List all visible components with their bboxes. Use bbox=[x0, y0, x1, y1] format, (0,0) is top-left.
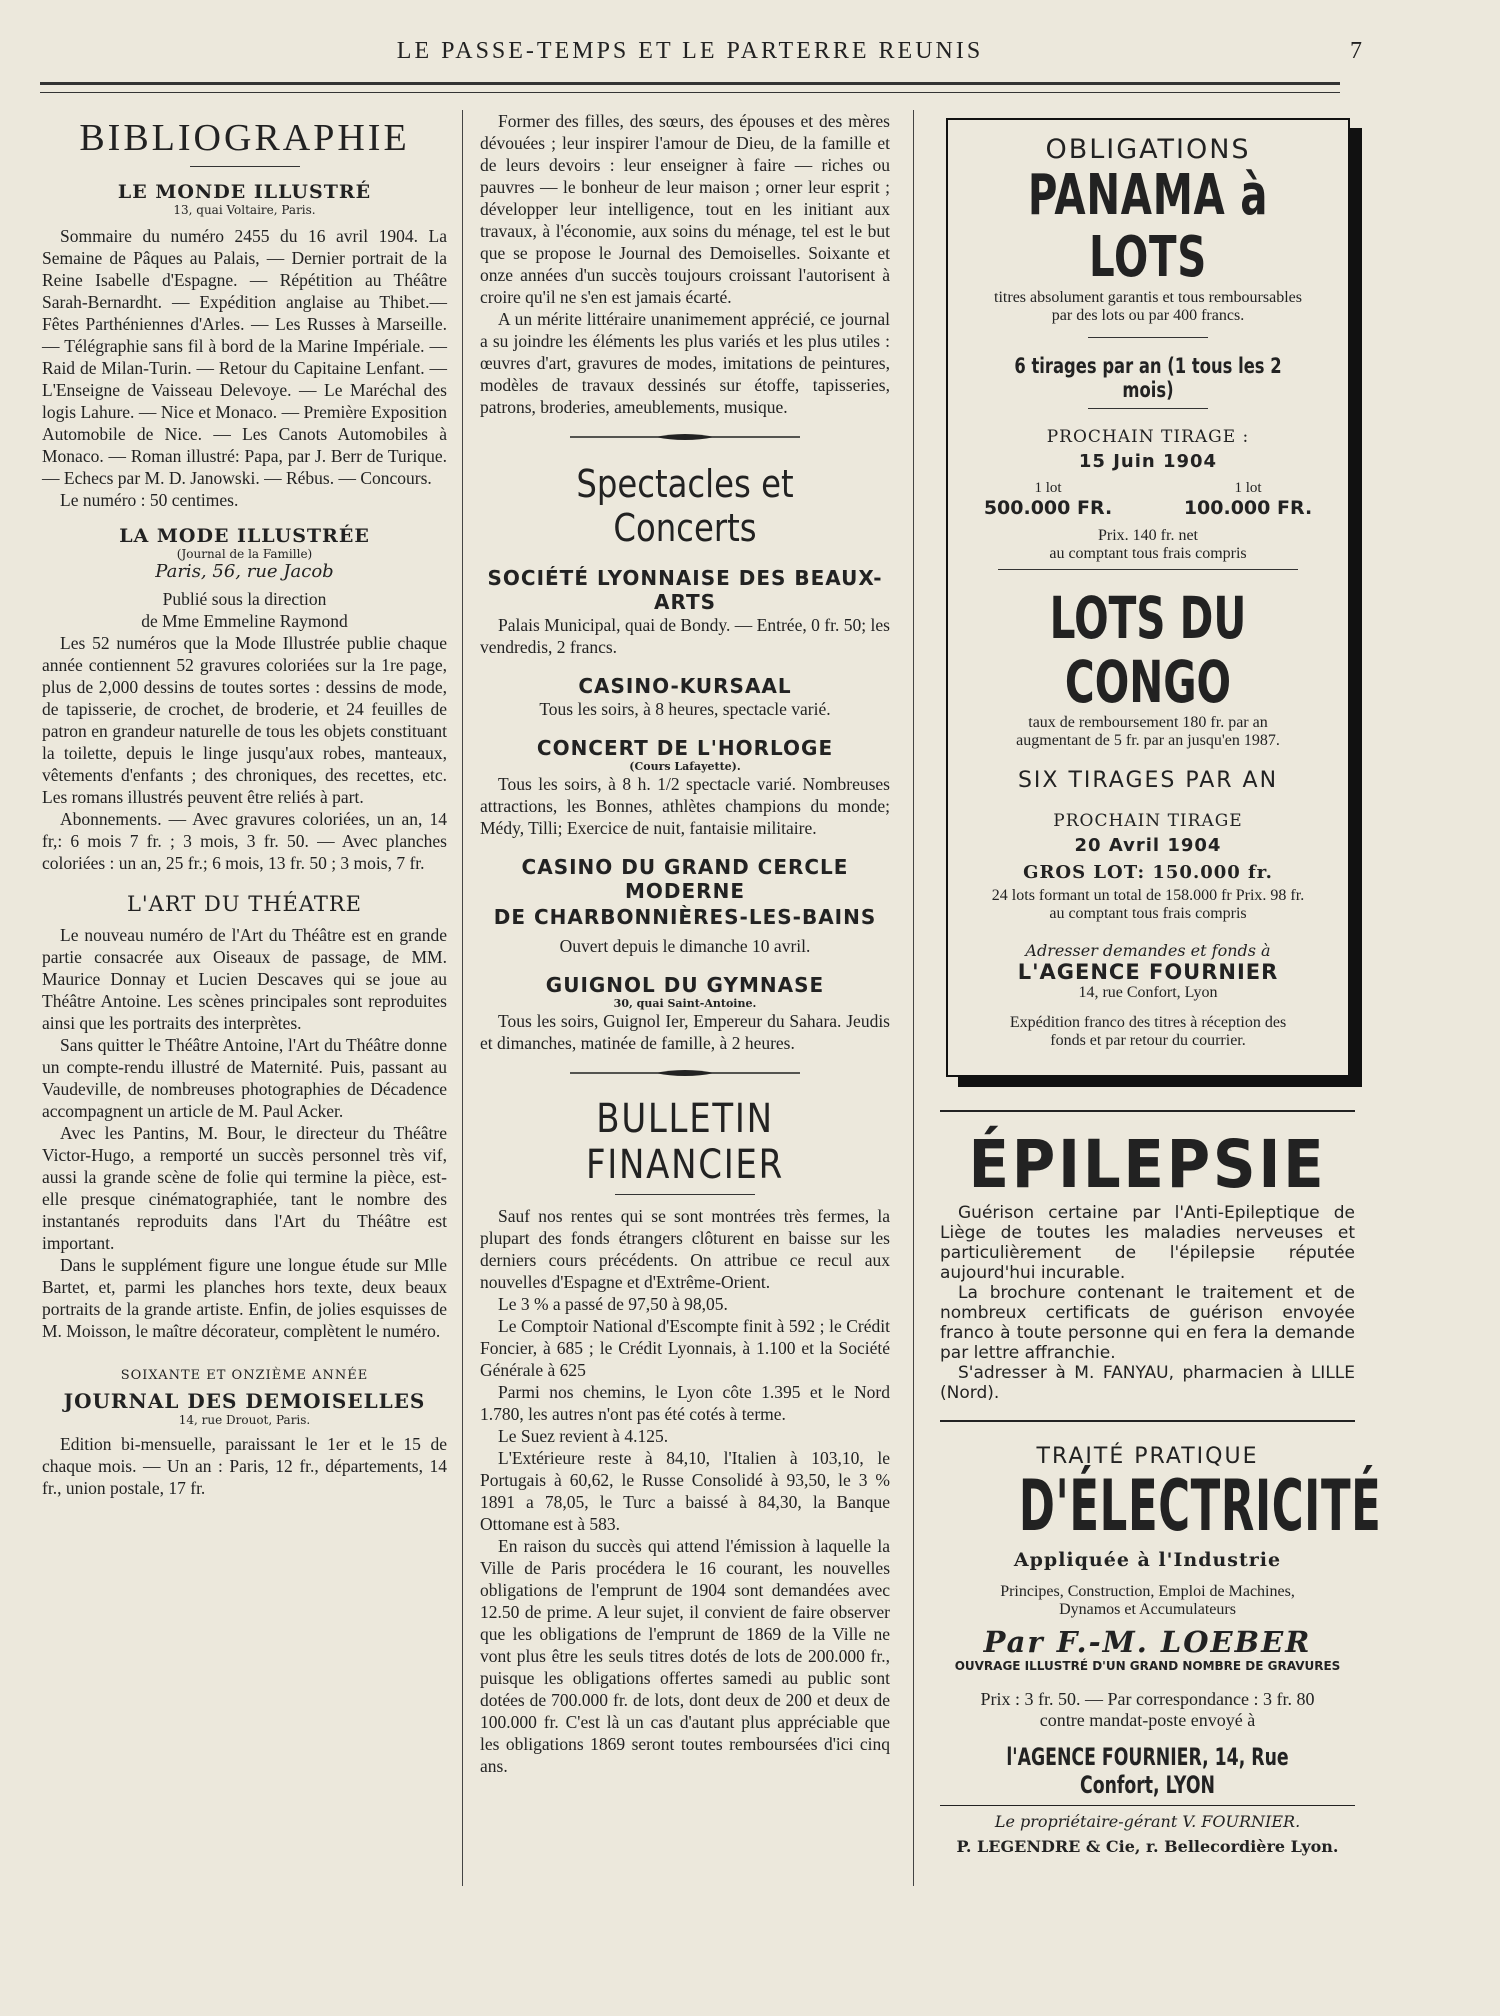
journal-address: 14, rue Drouot, Paris. bbox=[178, 1413, 311, 1427]
mode-text: Les 52 numéros que la Mode Illustrée publie chaque année contiennent 52 gravures coloriées sur la 1re page, plus de 2,000 dessins de toutes sortes : dessins de mode, de tapisserie, de crochet, de broderie, et 24 feuilles de patron en grandeur naturelle de tous les objets constituant la toilette, depuis le linge jusqu'aux robes, manteaux, vêtements d'enfants ; des chroniques, des recettes, etc. Les romans illustrés peuvent être reliés à part. bbox=[42, 633, 447, 807]
ad-gros-lot: GROS LOT: 150.000 fr. bbox=[1023, 862, 1273, 883]
ad-prochain-tirage: PROCHAIN TIRAGE : bbox=[1046, 427, 1250, 447]
venue-horloge: CONCERT DE L'HORLOGE bbox=[536, 736, 834, 760]
electricite-auteur: Par F.-M. LOEBER bbox=[983, 1625, 1312, 1659]
ad-agence-fournier: L'AGENCE FOURNIER bbox=[1017, 960, 1279, 984]
footer-rule bbox=[940, 1805, 1355, 1806]
ad-lot-label-1: 1 lot bbox=[1034, 480, 1062, 496]
column-bibliographie bbox=[42, 110, 447, 1996]
ad-electricite bbox=[940, 1426, 1382, 1856]
art-paragraph-3: Avec les Pantins, M. Bour, le directeur du Théâtre Victor-Hugo, a remporté un succès personnel très vif, aussi la grande scène de folie qui termine la pièce, est-elle presque cinématographiée, tant le nombre des instantanés reproduits dans l'Art du Théâtre est important. bbox=[42, 1123, 447, 1253]
ad-separator-1 bbox=[940, 1110, 1355, 1112]
ad-expedition: Expédition franco des titres à réception des fonds et par retour du courrier. bbox=[1009, 1014, 1287, 1049]
bulletin-title: BULLETIN FINANCIER bbox=[586, 1096, 784, 1188]
mode-abonnements: Abonnements. — Avec gravures coloriées, un an, 14 fr,: 6 mois 7 fr. ; 3 mois, 3 fr. 50. — Avec planches coloriées : un an, 25 fr.; 6 mois, 13 fr. 50 ; 3 mois, 7 fr. bbox=[42, 809, 447, 873]
ad-separator-2 bbox=[940, 1420, 1355, 1422]
header-rule bbox=[40, 82, 1340, 85]
column-divider-2 bbox=[913, 110, 914, 1886]
ad-tirages: 6 tirages par an (1 tous les 2 mois) bbox=[1014, 354, 1282, 402]
epilepsie-p3: S'adresser à M. FANYAU, pharmacien à LILLE (Nord). bbox=[940, 1363, 1355, 1403]
journal-year: SOIXANTE ET ONZIÈME ANNÉE bbox=[120, 1368, 369, 1383]
monde-title: LE MONDE ILLUSTRÉ bbox=[117, 181, 372, 203]
column-spectacles bbox=[480, 110, 890, 1996]
monde-address: 13, quai Voltaire, Paris. bbox=[173, 203, 316, 217]
ad-panama-box bbox=[946, 118, 1350, 1077]
footer-gerant: Le propriétaire-gérant V. FOURNIER. bbox=[994, 1812, 1301, 1831]
monde-sommaire: Sommaire du numéro 2455 du 16 avril 1904. La Semaine de Pâques au Palais, — Dernier portrait de la Reine Isabelle d'Espagne. — Répétition au Théâtre Sarah-Bernardht. — Expédition anglaise au Thibet.— Fêtes Parthéniennes d'Arles. — Les Russes à Marseille. — Télégraphie sans fil à bord de la Marine Impériale. — Raid de Milan-Turin. — Retour du Capitaine Lenfant. — L'Enseigne de Vaisseau Delevoye. — Le Maréchal des logis Lahure. — Nice et Monaco. — Première Exposition Automobile de Nice. — Les Canots Automobiles à Monaco. — Roman illustré: Papa, par J. Berr de Turique. — Echecs par M. D. Janowski. — Rébus. — Concours. bbox=[42, 226, 447, 488]
column-divider-1 bbox=[462, 110, 463, 1886]
ad-prix-comptant: au comptant tous frais compris bbox=[1049, 545, 1247, 562]
venue-beaux-arts-text: Palais Municipal, quai de Bondy. — Entrée, 0 fr. 50; les vendredis, 2 francs. bbox=[480, 615, 890, 657]
art-title: L'ART DU THÉATRE bbox=[126, 892, 363, 916]
venue-grand-cercle-1: CASINO DU GRAND CERCLE MODERNE bbox=[521, 855, 849, 903]
mode-direction-1: Publié sous la direction bbox=[162, 589, 327, 609]
ad-six-tirages: SIX TIRAGES PAR AN bbox=[1017, 768, 1279, 793]
venue-guignol-text: Tous les soirs, Guignol Ier, Empereur du Sahara. Jeudis et dimanches, matinée de famille, à 2 heures. bbox=[480, 1011, 890, 1053]
page-number: 7 bbox=[1350, 38, 1362, 64]
ad-lot-label-2: 1 lot bbox=[1234, 480, 1262, 496]
ad-agence-address: 14, rue Confort, Lyon bbox=[1078, 984, 1218, 1001]
mode-direction-2: de Mme Emmeline Raymond bbox=[141, 611, 348, 631]
bulletin-p7: En raison du succès qui attend l'émission à laquelle la Ville de Paris procédera le 16 courant, les nouvelles obligations de l'emprunt de 1904 sont demandées avec 12.50 de prime. A leur sujet, il convient de faire observer que les obligations de l'emprunt de 1869 de la Ville ne vont plus être les seuls titres dotés de lots de 200.000 fr., puisque les obligations offertes samedi au public sont dotées de 700.000 fr. de lots, dont deux de 200 et deux de 100.000 fr. C'est là un cas d'autant plus appréciable que les obligations 1869 seront toutes remboursées d'ici cinq ans. bbox=[480, 1536, 890, 1776]
art-paragraph-1: Le nouveau numéro de l'Art du Théâtre est en grande partie consacrée aux Oiseaux de passage, de MM. Maurice Donnay et Lucien Descaves qui se joue au Théâtre Antoine. Les scènes principales sont reproduites ainsi que les portraits des interprètes. bbox=[42, 925, 447, 1033]
electricite-prix: Prix : 3 fr. 50. — Par correspondance : 3 fr. 80 contre mandat-poste envoyé à bbox=[980, 1689, 1315, 1730]
bulletin-p3: Le Comptoir National d'Escompte finit à 592 ; le Crédit Foncier, à 685 ; le Crédit Lyonnais, à 1.100 et la Société Générale à 625 bbox=[480, 1316, 890, 1380]
venue-casino-kursaal: CASINO-KURSAAL bbox=[578, 674, 792, 698]
header-title: LE PASSE-TEMPS ET LE PARTERRE REUNIS bbox=[396, 38, 984, 64]
journal-text: Edition bi-mensuelle, paraissant le 1er et le 15 de chaque mois. — Un an : Paris, 12 fr., départements, 14 fr., union postale, 17 fr. bbox=[42, 1434, 447, 1498]
mode-title: LA MODE ILLUSTRÉE bbox=[119, 525, 370, 547]
ad-lots-values bbox=[948, 497, 1348, 519]
venue-beaux-arts: SOCIÉTÉ LYONNAISE DES BEAUX-ARTS bbox=[487, 566, 883, 614]
ad-prix: Prix. 140 fr. net bbox=[1098, 527, 1198, 544]
ad-lot-value-1: 500.000 FR. bbox=[983, 497, 1113, 519]
column-ads bbox=[940, 110, 1382, 1996]
bulletin-p2: Le 3 % a passé de 97,50 à 98,05. bbox=[498, 1294, 728, 1314]
bulletin-p6: L'Extérieure reste à 84,10, l'Italien à 103,10, le Portugais à 60,62, le Russe Consolidé à 93,50, le 3 % 1891 a 78,05, le Turc a baissé à 84,30, la Banque Ottomane est à 583. bbox=[480, 1448, 890, 1534]
ad-tirage-date-2: 20 Avril 1904 bbox=[1074, 835, 1222, 856]
monde-price: Le numéro : 50 centimes. bbox=[60, 490, 239, 510]
bulletin-p4: Parmi nos chemins, le Lyon côte 1.395 et le Nord 1.780, les autres n'ont pas été cotés à terme. bbox=[480, 1382, 890, 1424]
art-paragraph-4: Dans le supplément figure une longue étude sur Mlle Bartet, et, parmi les planches hors texte, deux beaux portraits de la grande artiste. Enfin, de jolies esquisses de M. Moisson, le maître décorateur, complètent le numéro. bbox=[42, 1255, 447, 1341]
ad-congo-desc: taux de remboursement 180 fr. par an augmentant de 5 fr. par an jusqu'en 1987. bbox=[1016, 714, 1280, 749]
page-header bbox=[40, 32, 1362, 68]
journal-title: JOURNAL DES DEMOISELLES bbox=[63, 1389, 426, 1413]
epilepsie-title: ÉPILEPSIE bbox=[968, 1126, 1327, 1203]
journal-intro-2: A un mérite littéraire unanimement apprécié, ce journal a su joindre les éléments les plus variés et les plus utiles : œuvres d'art, gravures de modes, imitations de peintures, modèles de travaux dessinés sur étoffe, tapisseries, patrons, broderies, ameublements, musique. bbox=[480, 309, 890, 417]
mode-address: Paris, 56, rue Jacob bbox=[155, 561, 334, 582]
venue-casino-kursaal-text: Tous les soirs, à 8 heures, spectacle varié. bbox=[539, 699, 831, 719]
venue-grand-cercle-2: DE CHARBONNIÈRES-LES-BAINS bbox=[493, 905, 877, 929]
bulletin-rule bbox=[615, 1194, 755, 1195]
ornament-divider-1 bbox=[570, 432, 800, 442]
ad-lots-labels bbox=[948, 480, 1348, 497]
footer-imprimeur: P. LEGENDRE & Cie, r. Bellecordière Lyon. bbox=[956, 1837, 1339, 1856]
electricite-appliquee: Appliquée à l'Industrie bbox=[1013, 1549, 1282, 1571]
venue-horloge-sub: (Cours Lafayette). bbox=[629, 760, 741, 773]
bulletin-p1: Sauf nos rentes qui se sont montrées très fermes, la plupart des fonds étrangers clôturent en baisse sur les derniers cours précédents. On attribue ce recul aux nouvelles d'Espagne et d'Extrême-Orient. bbox=[480, 1206, 890, 1292]
electricite-agence: l'AGENCE FOURNIER, 14, Rue Confort, LYON bbox=[1006, 1743, 1289, 1799]
ornament-divider-2 bbox=[570, 1068, 800, 1078]
venue-guignol: GUIGNOL DU GYMNASE bbox=[545, 973, 825, 997]
ad-rule-2 bbox=[1088, 408, 1208, 409]
ad-panama-title: PANAMA à LOTS bbox=[1027, 163, 1269, 290]
ad-lot-value-2: 100.000 FR. bbox=[1183, 497, 1313, 519]
ad-adresser: Adresser demandes et fonds à bbox=[1025, 941, 1271, 960]
title-rule bbox=[190, 166, 300, 167]
ad-obligations: OBLIGATIONS bbox=[1045, 134, 1251, 165]
ad-epilepsie bbox=[940, 1118, 1355, 1403]
electricite-ouvrage: OUVRAGE ILLUSTRÉ D'UN GRAND NOMBRE DE GRAVURES bbox=[954, 1659, 1341, 1673]
art-paragraph-2: Sans quitter le Théâtre Antoine, l'Art du Théâtre donne un compte-rendu illustré de Maternité. Puis, passant au Vaudeville, de nombreuses photographies de Décadence accompagnent un article de M. Paul Acker. bbox=[42, 1035, 447, 1121]
epilepsie-p1: Guérison certaine par l'Anti-Epileptique de Liège de toutes les maladies nerveuses et particulièrement de l'épilepsie réputée aujourd'hui incurable. bbox=[940, 1203, 1355, 1283]
ad-tirage-date: 15 Juin 1904 bbox=[1078, 451, 1218, 472]
ad-rule-3 bbox=[998, 569, 1298, 570]
electricite-title: D'ÉLECTRICITÉ bbox=[1018, 1465, 1382, 1547]
epilepsie-p2: La brochure contenant le traitement et de nombreux certificats de guérison envoyée franco à toute personne qui en fera la demande par lettre affranchie. bbox=[940, 1283, 1355, 1363]
ad-rule-1 bbox=[1088, 337, 1208, 338]
mode-subtitle: (Journal de la Famille) bbox=[176, 547, 313, 561]
traite-pratique: TRAITÉ PRATIQUE bbox=[1036, 1444, 1259, 1469]
venue-guignol-sub: 30, quai Saint-Antoine. bbox=[613, 997, 757, 1010]
spectacles-title: Spectacles et Concerts bbox=[576, 462, 794, 550]
venue-horloge-text: Tous les soirs, à 8 h. 1/2 spectacle varié. Nombreuses attractions, les Bonnes, athlètes champions du monde; Médy, Tilli; Exercice de nuit, fantaisie militaire. bbox=[480, 774, 890, 838]
journal-intro-1: Former des filles, des sœurs, des épouses et des mères dévouées ; leur inspirer l'amour de Dieu, de la famille et de leurs devoirs : leur enseigner à faire — riches ou pauvres — le bonheur de leur maison ; orner leur esprit ; développer leur intelligence, tout en les initiant aux travaux, à l'économie, aux soins du ménage, tel est le but que se propose le Journal des Demoiselles. Soixante et onze années d'un succès toujours croissant l'autorisent à croire qu'il ne s'en est jamais écarté. bbox=[480, 111, 890, 307]
header-rule-thin bbox=[40, 92, 1340, 93]
ad-congo-title: LOTS DU CONGO bbox=[1049, 584, 1247, 716]
venue-grand-cercle-text: Ouvert depuis le dimanche 10 avril. bbox=[559, 936, 811, 956]
electricite-principes: Principes, Construction, Emploi de Machines, Dynamos et Accumulateurs bbox=[1000, 1583, 1295, 1618]
bulletin-p5: Le Suez revient à 4.125. bbox=[498, 1426, 669, 1446]
bibliographie-title: BIBLIOGRAPHIE bbox=[79, 117, 410, 159]
ad-panama-desc: titres absolument garantis et tous remboursables par des lots ou par 400 francs. bbox=[994, 289, 1302, 324]
ad-prochain-tirage-2: PROCHAIN TIRAGE bbox=[1053, 811, 1243, 831]
ad-lots-desc: 24 lots formant un total de 158.000 fr Prix. 98 fr. au comptant tous frais compris bbox=[991, 887, 1305, 922]
